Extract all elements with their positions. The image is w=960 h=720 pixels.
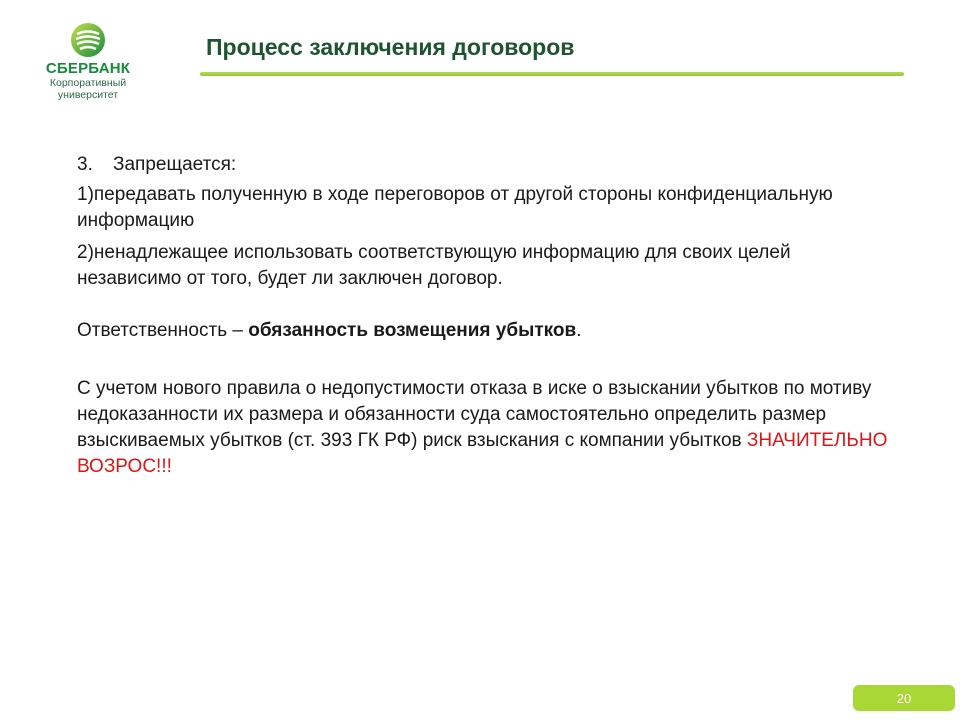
prohibited-item-1: 1)передавать полученную в ходе переговоров от другой стороны конфиденциальную информацию [77, 184, 833, 231]
heading-text: Запрещается: [113, 154, 237, 175]
responsibility-suffix: . [576, 320, 582, 341]
page-number-badge [853, 685, 955, 711]
slide-content [77, 152, 897, 480]
risk-highlight: ЗНАЧИТЕЛЬНО ВОЗРОС!!! [77, 430, 888, 477]
heading-number: 3. [77, 154, 93, 175]
title-divider [200, 72, 904, 76]
responsibility-line [77, 318, 897, 344]
prohibited-item-2: 2)ненадлежащее использовать соответствующую информацию для своих целей независимо от того, будет ли заключен договор. [77, 242, 791, 289]
risk-paragraph-text: С учетом нового правила о недопустимости отказа в иске о взыскании убытков по мотиву недоказанности их размера и обязанности суда самостоятельно определить размер взыскиваемых убытков (ст. 393 ГК РФ) риск взыскания с компании убытков [77, 378, 872, 451]
brand-subtitle-line2: университет [57, 89, 119, 101]
slide-title: Процесс заключения договоров [206, 34, 575, 60]
page-number: 20 [896, 690, 912, 706]
brand-subtitle-line1: Корпоративный [49, 77, 127, 89]
prohibited-heading [77, 152, 897, 178]
brand-name: СБЕРБАНК [45, 60, 131, 77]
risk-paragraph [77, 376, 897, 480]
responsibility-prefix: Ответственность – [77, 320, 249, 341]
responsibility-bold: обязанность возмещения убытков [248, 320, 577, 341]
brand-logo [38, 20, 138, 101]
sberbank-logo-icon [67, 20, 109, 58]
